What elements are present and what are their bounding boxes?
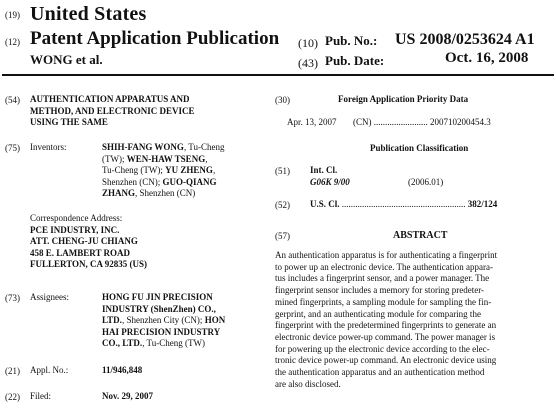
abstract-line: gerprint, and an authenticating module for comparing the <box>275 308 481 319</box>
assignees-list <box>102 292 270 350</box>
priority-row <box>287 117 552 129</box>
title-line: USING THE SAME <box>30 117 108 128</box>
assignee-name: LTD. <box>102 315 122 326</box>
correspondence-line: FULLERTON, CA 92835 (US) <box>30 259 148 270</box>
abstract-line: electronic device power-up command. The power manager is <box>275 331 496 342</box>
code-73: (73) <box>5 293 20 303</box>
inventor-location: Shenzhen (CN); <box>102 176 163 187</box>
code-21: (21) <box>5 366 20 376</box>
document-type: Patent Application Publication <box>30 28 280 49</box>
assignees-label: Assignees: <box>30 292 69 302</box>
inventor-name: YU ZHENG <box>165 165 213 176</box>
code-57: (57) <box>275 231 290 241</box>
abstract-line: tus includes a fingerprint sensor, and a power manager. The <box>275 273 490 284</box>
code-52: (52) <box>275 200 290 210</box>
invention-title <box>30 94 270 129</box>
inventor-location: (TW); <box>102 153 127 164</box>
assignee-location: , Tu-Cheng (TW) <box>142 338 205 349</box>
correspondence-label: Correspondence Address: <box>30 213 123 223</box>
patent-header <box>0 0 556 84</box>
us-cl-value: 382/124 <box>467 199 498 209</box>
code-54: (54) <box>5 95 20 105</box>
correspondence-line: ATT. CHENG-JU CHIANG <box>30 236 138 247</box>
us-cl-leader: ....................................................... <box>341 199 466 209</box>
assignee-name: HONG FU JIN PRECISION <box>102 292 213 302</box>
inventor-location: , Shenzhen (CN) <box>135 188 196 199</box>
abstract-body <box>275 250 551 390</box>
assignee-name: INDUSTRY (ShenZhen) CO., <box>102 303 216 314</box>
priority-country: (CN) <box>353 117 372 127</box>
inventor-separator: , <box>212 165 216 176</box>
us-cl-label: U.S. Cl. <box>310 199 340 209</box>
left-column <box>0 80 270 418</box>
filed-date: Nov. 29, 2007 <box>102 391 154 401</box>
classification-heading: Publication Classification <box>370 143 469 153</box>
inventors-label: Inventors: <box>30 142 67 152</box>
publication-date: Oct. 16, 2008 <box>445 50 529 66</box>
inventors-list <box>102 142 270 200</box>
inventor-name: ZHANG <box>102 188 136 199</box>
abstract-line: An authentication apparatus is for authenticating a fingerprint <box>275 250 498 260</box>
int-cl-year: (2006.01) <box>408 177 444 187</box>
code-12: (12) <box>5 37 20 47</box>
right-column <box>272 80 554 418</box>
abstract-line: fingerprint with the predetermined fingerprints to generate an <box>275 320 497 331</box>
abstract-line: to power up an electronic device. The authentication appara- <box>275 261 493 272</box>
assignee-location: , Shenzhen City (CN); <box>121 315 205 326</box>
priority-date: Apr. 13, 2007 <box>287 117 337 127</box>
abstract-line: are also disclosed. <box>275 378 341 389</box>
us-cl-row <box>310 199 553 211</box>
inventor-name: WEN-HAW TSENG <box>126 153 206 164</box>
inventor-name: GUO-QIANG <box>162 176 217 187</box>
correspondence-line: 458 E. LAMBERT ROAD <box>30 247 131 258</box>
assignee-name: HAI PRECISION INDUSTRY <box>102 326 221 337</box>
pub-date-label: Pub. Date: <box>325 53 385 68</box>
int-cl-code: G06K 9/00 <box>310 177 350 187</box>
abstract-line: mined fingerprints, a sampling module for sampling the fin- <box>275 296 492 307</box>
inventor-location: , Tu-Cheng <box>183 142 225 152</box>
correspondence-address <box>30 213 270 271</box>
code-43: (43) <box>298 56 318 70</box>
filed-label: Filed: <box>30 391 52 401</box>
code-30: (30) <box>275 95 290 105</box>
abstract-line: fingerprint sensor includes a memory for storing predeter- <box>275 285 485 296</box>
assignee-name: CO., LTD. <box>102 338 143 349</box>
abstract-line: tronic device power-up command. An electronic device using <box>275 355 497 366</box>
code-10: (10) <box>298 36 318 50</box>
inventor-location: Tu-Cheng (TW); <box>102 165 166 176</box>
abstract-line: the authentication apparatus and an authentication method <box>275 367 485 378</box>
code-75: (75) <box>5 143 20 153</box>
priority-heading: Foreign Application Priority Data <box>338 94 469 104</box>
title-line: AUTHENTICATION APPARATUS AND <box>30 94 190 104</box>
publication-number: US 2008/0253624 A1 <box>395 31 535 48</box>
title-line: METHOD, AND ELECTRONIC DEVICE <box>30 105 195 116</box>
inventor-short: WONG et al. <box>30 52 103 67</box>
int-cl-label: Int. Cl. <box>310 165 338 175</box>
code-19: (19) <box>5 10 20 20</box>
pub-no-label: Pub. No.: <box>325 33 378 48</box>
code-51: (51) <box>275 166 290 176</box>
header-rule <box>2 74 554 76</box>
code-22: (22) <box>5 392 20 402</box>
appl-no-label: Appl. No.: <box>30 365 69 375</box>
inventor-name: SHIH-FANG WONG <box>102 142 184 152</box>
abstract-heading: ABSTRACT <box>393 230 448 241</box>
priority-leader: ........................ <box>373 117 428 127</box>
abstract-line: for powering up the electronic device according to the elec- <box>275 343 490 354</box>
country-title: United States <box>30 3 147 25</box>
inventor-separator: , <box>205 153 208 164</box>
correspondence-line: PCE INDUSTRY, INC. <box>30 224 120 235</box>
priority-number: 200710200454.3 <box>430 117 491 127</box>
assignee-name: HON <box>204 315 226 326</box>
application-number: 11/946,848 <box>102 365 143 375</box>
